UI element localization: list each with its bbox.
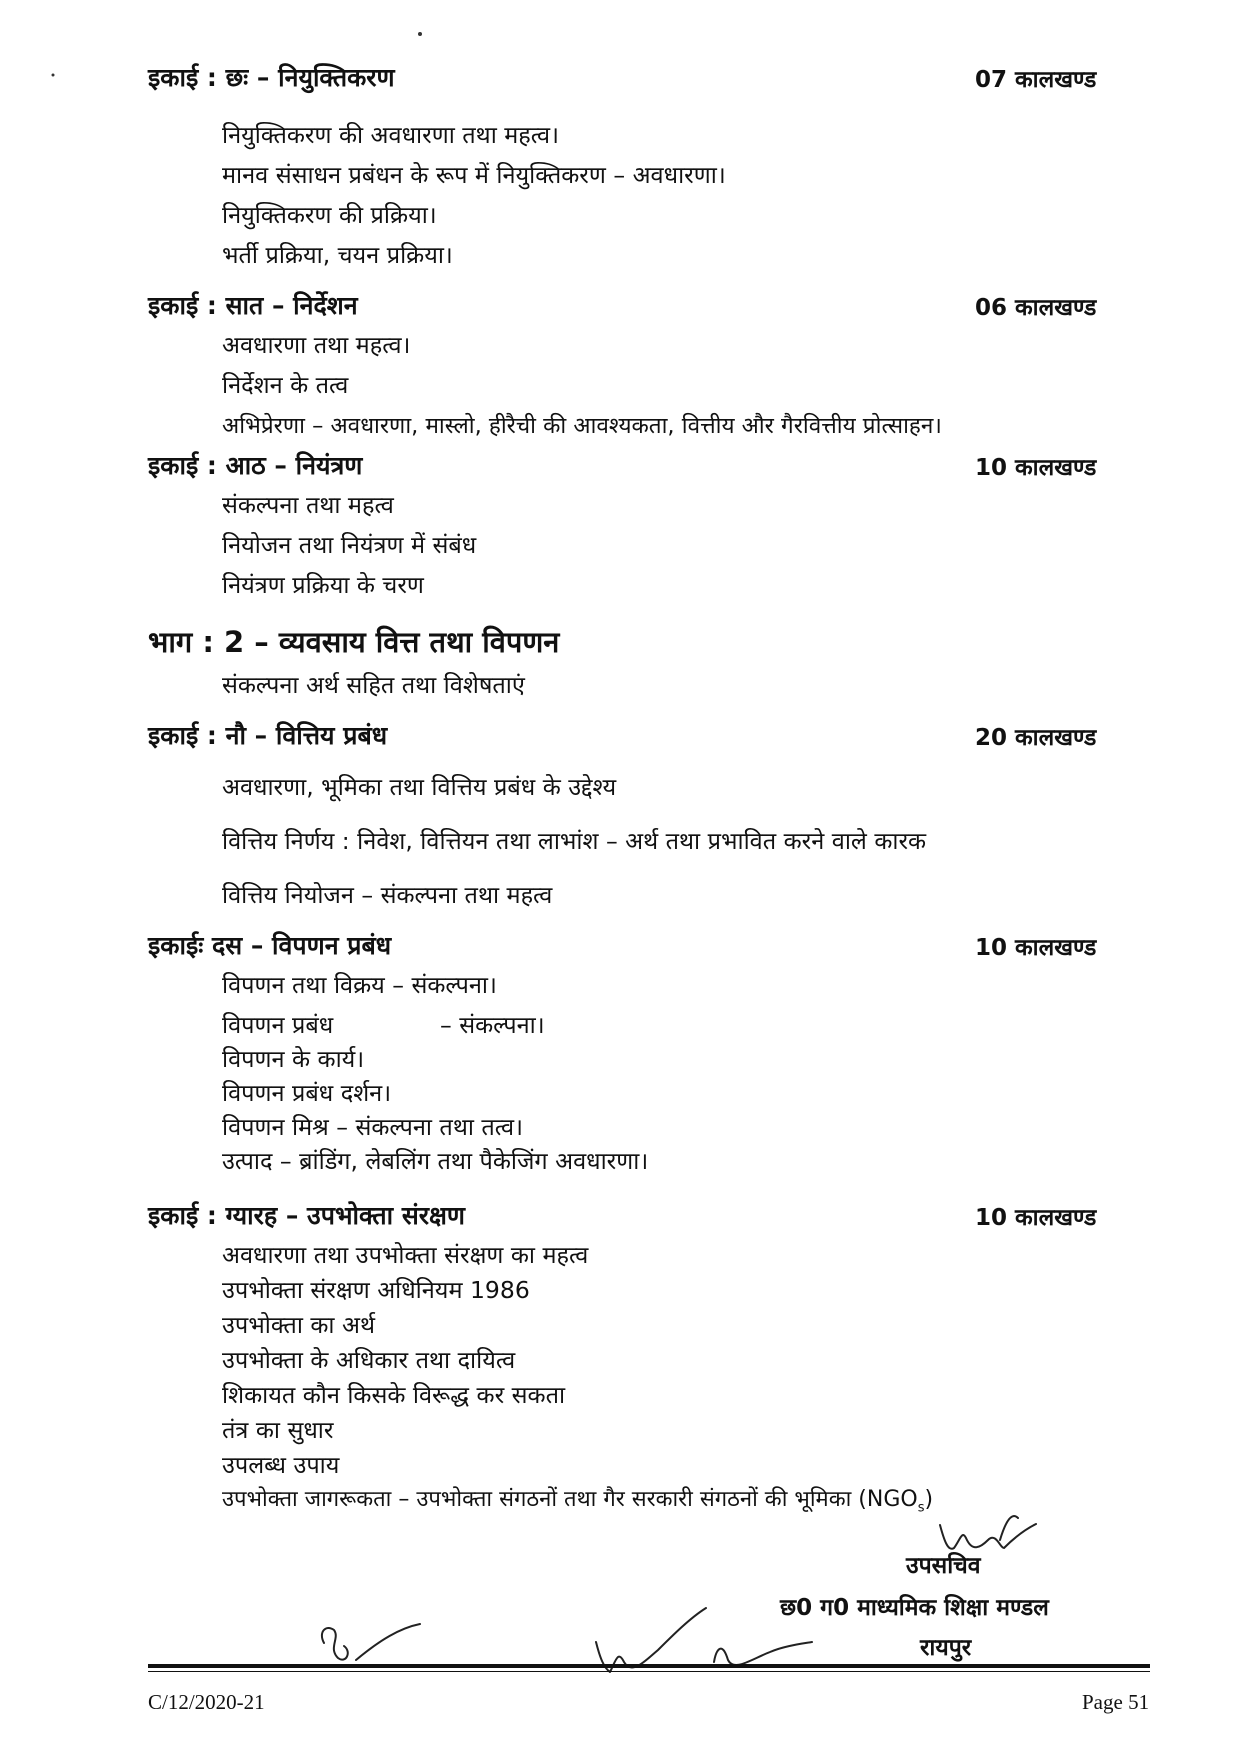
page-number: Page 51 [1082, 1690, 1150, 1714]
unit-11-heading: इकाई : ग्यारह – उपभोक्ता संरक्षण [148, 1201, 465, 1230]
signatory-office: छ0 ग0 माध्यमिक शिक्षा मण्डल [780, 1595, 1049, 1621]
unit-6-item: नियुक्तिकरण की अवधारणा तथा महत्व। [222, 121, 559, 149]
unit-6-period: 07 कालखण्ड [975, 67, 1097, 93]
ngo-close-paren: ) [924, 1487, 934, 1512]
unit-11-item: तंत्र का सुधार [222, 1416, 334, 1444]
part-2-item: संकल्पना अर्थ सहित तथा विशेषताएं [222, 671, 525, 699]
unit-11-item: उपभोक्ता का अर्थ [222, 1311, 375, 1339]
unit-11-item: उपलब्ध उपाय [222, 1451, 340, 1479]
unit-8-period: 10 कालखण्ड [975, 455, 1097, 481]
unit-8-heading: इकाई : आठ – नियंत्रण [148, 451, 363, 480]
unit-6-heading: इकाई : छः – नियुक्तिकरण [148, 63, 395, 92]
unit-10-item: विपणन मिश्र – संकल्पना तथा तत्व। [222, 1113, 523, 1141]
document-reference: C/12/2020-21 [148, 1690, 265, 1714]
unit-10-item: विपणन के कार्य। [222, 1045, 365, 1073]
unit-6-item: भर्ती प्रक्रिया, चयन प्रक्रिया। [222, 241, 453, 269]
signatory-designation: उपसचिव [906, 1553, 981, 1579]
unit-7-item: निर्देशन के तत्व [222, 371, 349, 399]
unit-8-item: नियोजन तथा नियंत्रण में संबंध [222, 531, 477, 559]
unit-7-item: अभिप्रेरणा – अवधारणा, मास्लो, हीरैची की आवश्यकता, वित्तीय और गैरवित्तीय प्रोत्साहन। [222, 413, 942, 439]
unit-9-item: वित्तिय निर्णय : निवेश, वित्तियन तथा लाभांश – अर्थ तथा प्रभावित करने वाले कारक [222, 827, 927, 855]
unit-9-item: अवधारणा, भूमिका तथा वित्तिय प्रबंध के उद्देश्य [222, 773, 617, 801]
part-2-heading: भाग : 2 – व्यवसाय वित्त तथा विपणन [148, 625, 560, 659]
unit-10-heading: इकाईः दस – विपणन प्रबंध [148, 931, 392, 960]
unit-11-item: अवधारणा तथा उपभोक्ता संरक्षण का महत्व [222, 1241, 589, 1269]
unit-11-period: 10 कालखण्ड [975, 1205, 1097, 1231]
footer-rule-thin [148, 1671, 1150, 1672]
unit-10-item: विपणन प्रबंध [222, 1011, 334, 1039]
unit-10-item: विपणन प्रबंध दर्शन। [222, 1079, 392, 1107]
footer-rule-thick [148, 1664, 1150, 1668]
signatory-city: रायपुर [920, 1635, 972, 1661]
unit-11-item: उपभोक्ता संरक्षण अधिनियम 1986 [222, 1276, 530, 1304]
ngo-text: उपभोक्ता जागरूकता – उपभोक्ता संगठनों तथा गैर सरकारी संगठनों की भूमिका (NGO [222, 1487, 918, 1512]
unit-10-period: 10 कालखण्ड [975, 935, 1097, 961]
unit-8-item: नियंत्रण प्रक्रिया के चरण [222, 571, 424, 599]
unit-6-item: मानव संसाधन प्रबंधन के रूप में नियुक्तिकरण – अवधारणा। [222, 161, 726, 189]
unit-10-item: उत्पाद – ब्रांडिंग, लेबलिंग तथा पैकेजिंग अवधारणा। [222, 1147, 649, 1175]
unit-9-heading: इकाई : नौ – वित्तिय प्रबंध [148, 721, 388, 750]
ngo-subscript: s [917, 1500, 925, 1516]
unit-8-item: संकल्पना तथा महत्व [222, 491, 394, 519]
unit-9-period: 20 कालखण्ड [975, 725, 1097, 751]
unit-10-item: विपणन तथा विक्रय – संकल्पना। [222, 971, 497, 999]
unit-9-item: वित्तिय नियोजन – संकल्पना तथा महत्व [222, 881, 553, 909]
unit-7-item: अवधारणा तथा महत्व। [222, 331, 411, 359]
unit-11-item: उपभोक्ता के अधिकार तथा दायित्व [222, 1346, 516, 1374]
unit-11-item: शिकायत कौन किसके विरूद्ध कर सकता [222, 1381, 566, 1409]
unit-6-item: नियुक्तिकरण की प्रक्रिया। [222, 201, 437, 229]
unit-7-period: 06 कालखण्ड [975, 295, 1097, 321]
unit-10-item: – संकल्पना। [440, 1011, 545, 1039]
unit-7-heading: इकाई : सात – निर्देशन [148, 291, 358, 320]
